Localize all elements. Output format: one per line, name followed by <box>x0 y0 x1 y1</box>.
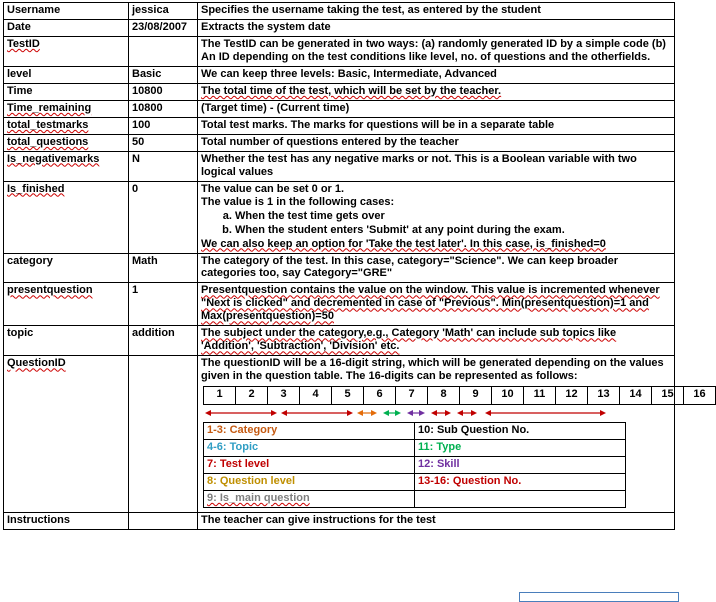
digit-cell: 4 <box>300 387 332 405</box>
table-row <box>4 253 675 283</box>
digit-cell: 6 <box>364 387 396 405</box>
field-value: N <box>129 151 198 181</box>
legend-row <box>204 440 626 457</box>
field-name <box>4 100 129 117</box>
digit-cell: 8 <box>428 387 460 405</box>
field-name: Instructions <box>4 513 129 530</box>
field-description: Total test marks. The marks for questions will be in a separate table <box>198 117 675 134</box>
table-row <box>4 117 675 134</box>
digit-cell: 14 <box>620 387 652 405</box>
table-row <box>4 134 675 151</box>
field-description <box>198 356 706 513</box>
table-row <box>4 326 675 356</box>
desc-line: The value is 1 in the following cases: <box>201 195 395 208</box>
legend-right: 12: Skill <box>415 457 626 474</box>
legend-left: 7: Test level <box>204 457 415 474</box>
field-value: 10800 <box>129 100 198 117</box>
field-name <box>4 117 129 134</box>
desc-tail <box>201 238 671 251</box>
range-arrow-icons <box>203 406 611 420</box>
legend-left: 8: Question level <box>204 474 415 491</box>
table-row <box>4 151 675 181</box>
field-description-text: Presentquestion contains the value on the window. This value is incremented whenever "Next is clicked" and decremented in case of "Previous". Min(presentquestion)=1 and Max(presentquestion)=50 <box>201 284 660 323</box>
field-description: Whether the test has any negative marks or not. This is a Boolean variable with two logical values <box>198 151 675 181</box>
legend-row <box>204 474 626 491</box>
field-value: 100 <box>129 117 198 134</box>
field-name <box>4 36 129 66</box>
digit-cell: 15 <box>652 387 684 405</box>
digit-range-arrows <box>203 406 611 420</box>
field-value: addition <box>129 326 198 356</box>
field-name: Time <box>4 83 129 100</box>
digit-cell: 2 <box>236 387 268 405</box>
desc-tail-text: We can also keep an option for 'Take the test later'. In this case, is_finished=0 <box>201 237 606 250</box>
legend-left: 1-3: Category <box>204 423 415 440</box>
field-description <box>198 83 675 100</box>
field-name: Username <box>4 3 129 20</box>
desc-line: The value can be set 0 or 1. <box>201 182 345 195</box>
field-description <box>198 283 675 326</box>
table-row <box>4 356 675 513</box>
field-name-text: total_questions <box>7 135 89 148</box>
digit-cell: 12 <box>556 387 588 405</box>
digit-cell: 3 <box>268 387 300 405</box>
field-value: 23/08/2007 <box>129 19 198 36</box>
field-name-text: QuestionID <box>7 357 66 370</box>
table-body <box>4 3 706 530</box>
page-footer-box <box>519 592 679 602</box>
digit-legend-table <box>203 422 626 508</box>
digit-cell: 10 <box>492 387 524 405</box>
table-row <box>4 100 675 117</box>
field-description: The TestID can be generated in two ways: (a) randomly generated ID by a simple code (b) An ID depending on the test conditions like level, no. of questions and the otherfields. <box>198 36 675 66</box>
desc-sublist <box>201 210 671 237</box>
field-description <box>198 181 675 253</box>
legend-right: 11: Type <box>415 440 626 457</box>
field-description: We can keep three levels: Basic, Intermediate, Advanced <box>198 66 675 83</box>
field-name: topic <box>4 326 129 356</box>
digit-cell: 16 <box>684 387 716 405</box>
field-value: jessica <box>129 3 198 20</box>
desc-sublist-item: b. When the student enters 'Submit' at any point during the exam. <box>235 224 671 237</box>
field-description: The category of the test. In this case, category="Science". We can keep broader categories too, say Category="GRE" <box>198 253 675 283</box>
legend-left: 4-6: Topic <box>204 440 415 457</box>
field-name <box>4 151 129 181</box>
digit-cell: 9 <box>460 387 492 405</box>
legend-right <box>415 491 626 508</box>
digit-cell: 7 <box>396 387 428 405</box>
field-value <box>129 36 198 66</box>
field-value: 10800 <box>129 83 198 100</box>
digit-index-strip <box>203 386 716 405</box>
digit-row <box>204 387 716 405</box>
questionid-description-text: The questionID will be a 16-digit string, which will be generated depending on the values given in the question table. The 16-digits can be represented as follows: <box>201 357 664 383</box>
legend-right: 13-16: Question No. <box>415 474 626 491</box>
field-name-text: Is_negativemarks <box>7 152 100 165</box>
table-row <box>4 83 675 100</box>
field-name-text: Time_remaining <box>7 101 92 114</box>
field-value: Basic <box>129 66 198 83</box>
field-name <box>4 134 129 151</box>
field-name <box>4 283 129 326</box>
field-value <box>129 356 198 513</box>
field-value: 0 <box>129 181 198 253</box>
digit-cell: 5 <box>332 387 364 405</box>
field-description: The teacher can give instructions for the test <box>198 513 675 530</box>
field-description-text: The total time of the test, which will be set by the teacher. <box>201 84 502 97</box>
field-value: 1 <box>129 283 198 326</box>
field-value: Math <box>129 253 198 283</box>
table-row <box>4 3 675 20</box>
field-name-text: Is_finished <box>7 182 65 195</box>
legend-row <box>204 491 626 508</box>
field-description: Specifies the username taking the test, as entered by the student <box>198 3 675 20</box>
field-name-text: total_testmarks <box>7 118 89 131</box>
field-name: Date <box>4 19 129 36</box>
field-name-text: TestID <box>7 37 40 50</box>
field-name <box>4 356 129 513</box>
table-row <box>4 19 675 36</box>
legend-left <box>204 491 415 508</box>
digit-cell: 11 <box>524 387 556 405</box>
field-value: 50 <box>129 134 198 151</box>
field-name: level <box>4 66 129 83</box>
legend-row <box>204 423 626 440</box>
field-description: (Target time) - (Current time) <box>198 100 675 117</box>
legend-right: 10: Sub Question No. <box>415 423 626 440</box>
digit-cell: 1 <box>204 387 236 405</box>
table-row <box>4 283 675 326</box>
field-description: Total number of questions entered by the teacher <box>198 134 675 151</box>
field-description: Extracts the system date <box>198 19 675 36</box>
table-row <box>4 66 675 83</box>
table-row <box>4 513 675 530</box>
table-row <box>4 36 675 66</box>
legend-row <box>204 457 626 474</box>
field-name <box>4 181 129 253</box>
field-name-text: presentquestion <box>7 284 93 297</box>
field-description-text: The subject under the category,e.g., Category 'Math' can include sub topics like 'Addition', 'Subtraction', 'Division' etc. <box>201 327 617 353</box>
table-row <box>4 181 675 253</box>
document-page <box>0 2 706 602</box>
digit-cell: 13 <box>588 387 620 405</box>
desc-sublist-item: a. When the test time gets over <box>235 210 671 223</box>
legend-left-text: 9: Is_main question <box>207 492 310 505</box>
field-description <box>198 326 675 356</box>
spec-table <box>3 2 706 530</box>
field-value <box>129 513 198 530</box>
field-name: category <box>4 253 129 283</box>
